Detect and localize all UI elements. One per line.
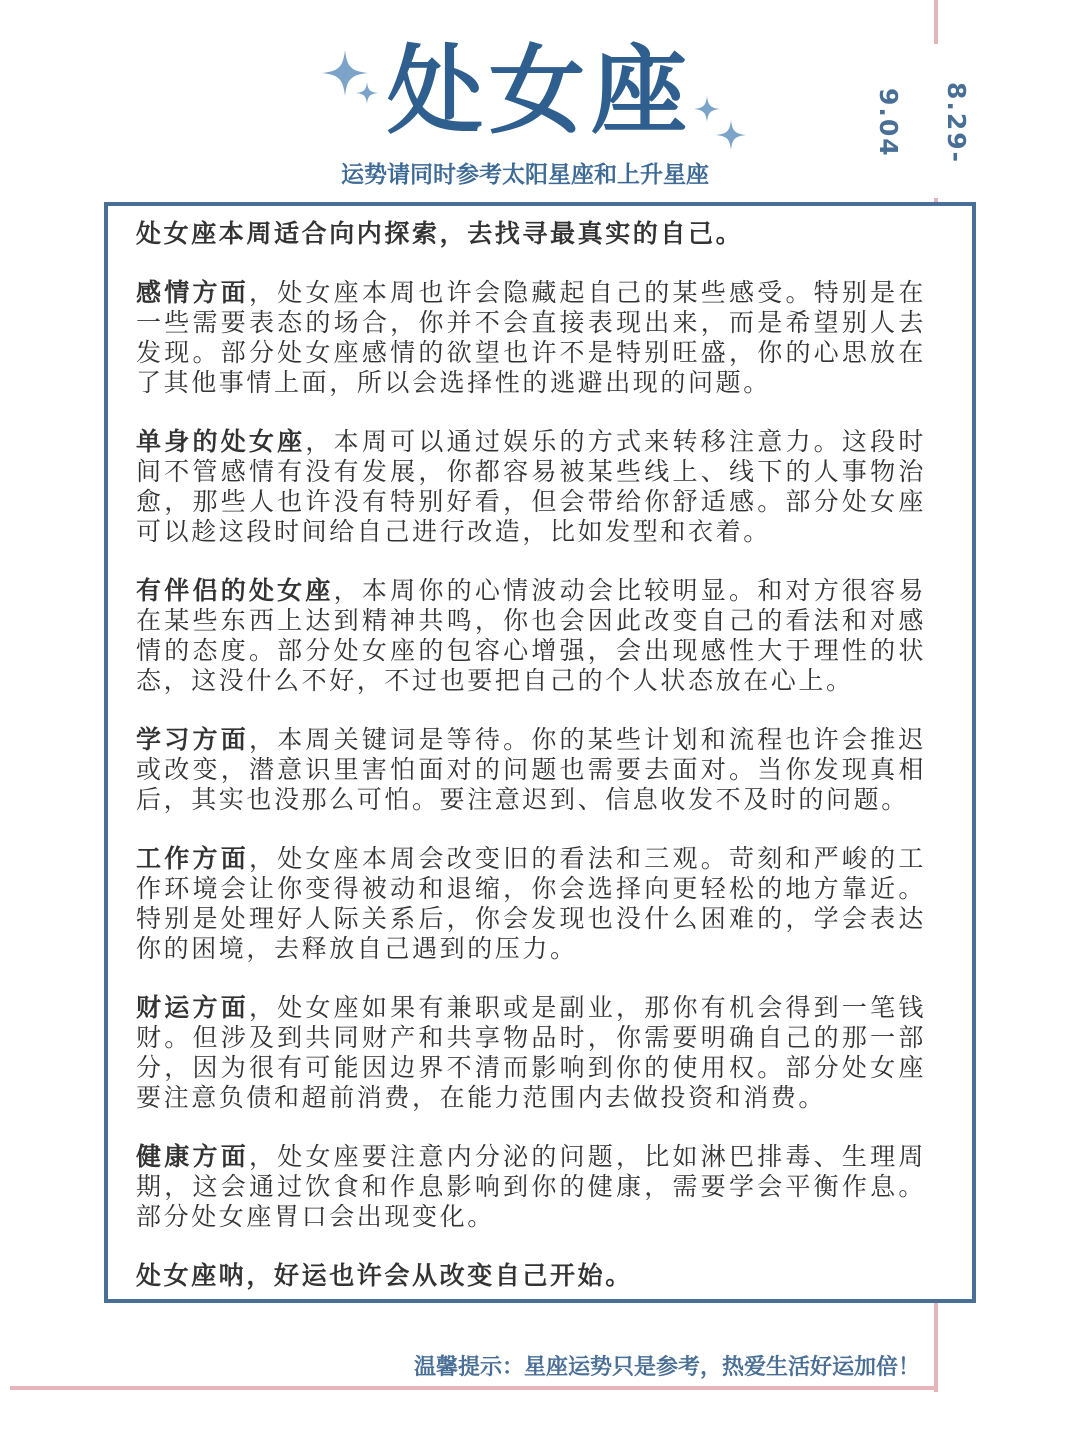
footer-tip: 温馨提示：星座运势只是参考，热爱生活好运加倍！ (413, 1355, 920, 1380)
section-text: ，处女座本周也许会隐藏起自己的某些感受。特别是在一些需要表态的场合，你并不会直接表现出来，而是希望别人去发现。部分处女座感情的欲望也许不是特别旺盛，你的心思放在了其他事情上面，所以会选择性的逃避出现的问题。 (136, 278, 926, 397)
section-health (136, 1142, 926, 1232)
section-text: ，处女座如果有兼职或是副业，那你有机会得到一笔钱财。但涉及到共同财产和共享物品时，你需要明确自己的那一部分，因为很有可能因边界不清而影响到你的使用权。部分处女座要注意负债和超前消费，在能力范围内去做投资和消费。 (136, 993, 926, 1112)
section-heading: 财运方面 (136, 993, 249, 1022)
section-heading: 单身的处女座 (136, 427, 306, 456)
section-heading: 工作方面 (136, 844, 249, 873)
section-text: ，处女座要注意内分泌的问题，比如淋巴排毒、生理周期，这会通过饮食和作息影响到你的健康，需要学会平衡作息。部分处女座胃口会出现变化。 (136, 1142, 926, 1231)
section-work (136, 844, 926, 964)
section-wealth (136, 993, 926, 1113)
section-heading: 健康方面 (136, 1142, 249, 1171)
page-title: 处女座 (387, 35, 693, 147)
section-heading: 学习方面 (136, 725, 249, 754)
outro-paragraph: 处女座呐，好运也许会从改变自己开始。 (136, 1261, 633, 1290)
section-heading: 有伴侣的处女座 (136, 576, 334, 605)
section-text: ，本周可以通过娱乐的方式来转移注意力。这段时间不管感情有没有发展，你都容易被某些线上、线下的人事物治愈，那些人也许没有特别好看，但会带给你舒适感。部分处女座可以趁这段时间给自己进行改造，比如发型和衣着。 (136, 427, 926, 546)
section-partnered (136, 576, 926, 696)
section-text: ，本周关键词是等待。你的某些计划和流程也许会推迟或改变，潜意识里害怕面对的问题也需要去面对。当你发现真相后，其实也没那么可怕。要注意迟到、信息收发不及时的问题。 (136, 725, 926, 814)
section-love (136, 278, 926, 398)
section-study (136, 725, 926, 815)
section-heading: 感情方面 (136, 278, 249, 307)
section-text: ，处女座本周会改变旧的看法和三观。苛刻和严峻的工作环境会让你变得被动和退缩，你会选择向更轻松的地方靠近。特别是处理好人际关系后，你会发现也没什么困难的，学会表达你的困境，去释放自己遇到的压力。 (136, 844, 926, 963)
section-text: ，本周你的心情波动会比较明显。和对方很容易在某些东西上达到精神共鸣，你也会因此改变自己的看法和对感情的态度。部分处女座的包容心增强，会出现感性大于理性的状态，这没什么不好，不过也要把自己的个人状态放在心上。 (136, 576, 927, 695)
subtitle: 运势请同时参考太阳星座和上升星座 (341, 162, 709, 188)
section-single (136, 427, 926, 547)
pink-horizontal-line (10, 1386, 938, 1390)
horoscope-content (136, 219, 926, 1320)
date-range: 8.29-9.04 (922, 44, 990, 198)
intro-paragraph: 处女座本周适合向内探索，去找寻最真实的自己。 (136, 219, 744, 248)
